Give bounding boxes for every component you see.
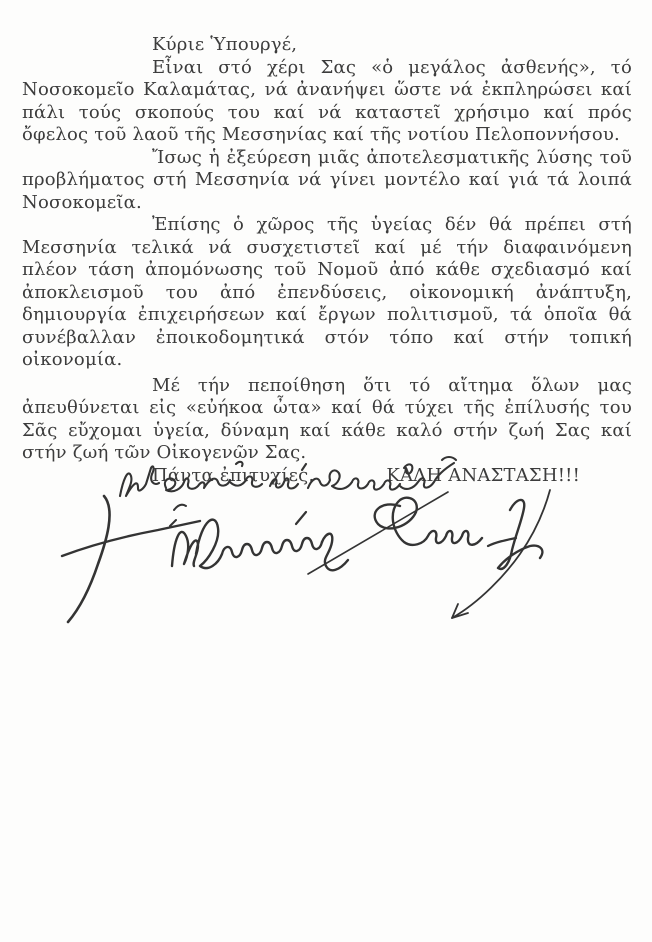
paragraph-1: Εἶναι στό χέρι Σας «ὁ μεγάλος ἀσθενής», τό Νοσοκομεῖο Καλαμάτας, νά ἀνανήψει ὥστε νά ἐκπληρώσει καί πάλι τούς σκοπούς του καί νά καταστεῖ χρήσιμο καί πρός ὄφελος τοῦ λαοῦ τῆς Μεσσηνίας καί τῆς νοτίου Πελοποννήσου.	[22, 56, 632, 145]
letter-body	[22, 34, 632, 487]
signature-cross	[62, 496, 200, 622]
closing-wish: Πάντα ἐπιτυχίες.	[152, 464, 315, 486]
handwritten-signature	[58, 452, 581, 637]
closing-exclamation: ΚΑΛΗ ΑΝΑΣΤΑΣΗ!!!	[386, 464, 581, 486]
signature-name	[172, 498, 542, 571]
signature-dedication-line	[120, 457, 456, 496]
paragraph-3: Ἐπίσης ὁ χῶρος τῆς ὑγείας δέν θά πρέπει στή Μεσσηνία τελικά νά συσχετιστεῖ καί μέ τήν διαφαινόμενη πλέον τάση ἀπομόνωσης τοῦ Νομοῦ ἀπό κάθε σχεδιασμό καί ἀποκλεισμοῦ του ἀπό ἐπενδύσεις, οἰκονομική ἀνάπτυξη, δημιουργία ἐπιχειρήσεων καί ἔργων πολιτισμοῦ, τά ὁποῖα θά συνέβαλλαν ἐποικοδομητικά στόν τόπο καί στήν τοπική οἰκονομία.	[22, 214, 632, 370]
salutation: Κύριε Ὑπουργέ,	[152, 34, 298, 55]
signature-block	[58, 452, 581, 637]
paragraph-4: Μέ τήν πεποίθηση ὅτι τό αἴτημα ὅλων μας ἀπευθύνεται εἰς «εὐήκοα ὦτα» καί θά τύχει τῆς ἐπίλυσής του Σᾶς εὔχομαι ὑγεία, δύναμη καί κάθε καλό στήν ζωή Σας καί στήν ζωή τῶν Οἰκογενῶν Σας.	[22, 374, 632, 463]
paragraph-2: Ἴσως ἡ ἐξεύρεση μιᾶς ἀποτελεσματικῆς λύσης τοῦ προβλήματος στή Μεσσηνία νά γίνει μοντέλο καί γιά τά λοιπά Νοσοκομεῖα.	[22, 146, 632, 213]
